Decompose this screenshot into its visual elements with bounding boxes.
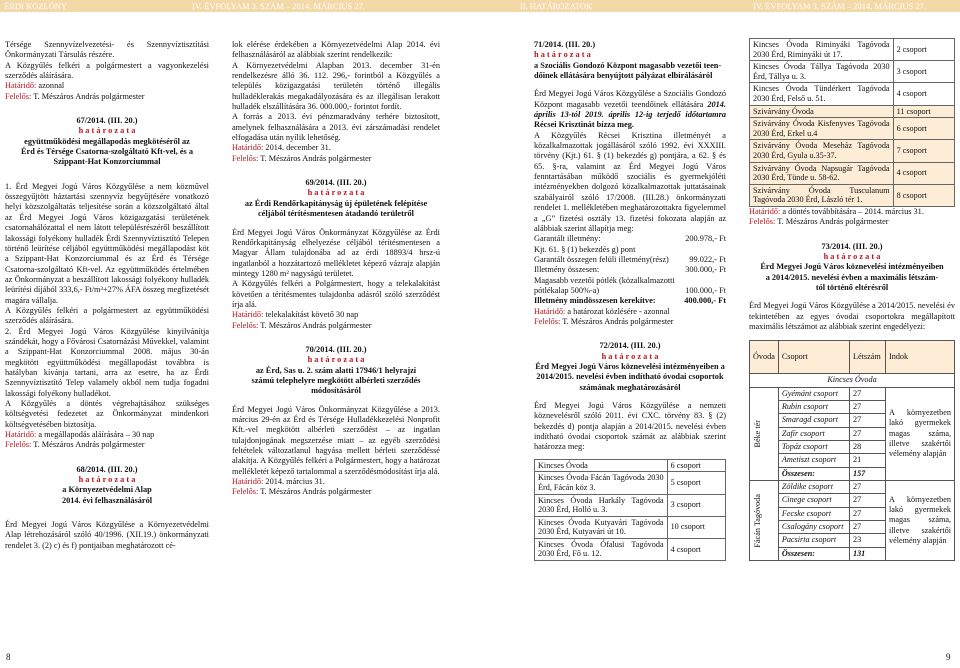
th-csoport: Csoport bbox=[778, 341, 849, 374]
resolution-word: h a t á r o z a t a bbox=[307, 188, 365, 198]
deadline bbox=[232, 310, 440, 320]
value: telekalakítást követő 30 nap bbox=[263, 310, 359, 320]
resolution-number: 67/2014. (III. 20.) bbox=[76, 116, 138, 126]
kindergarten-name: Szivárvány Óvoda Meseház Tagóvoda 2030 Érd, Gyula u.35-37. bbox=[750, 140, 894, 162]
group-count-table bbox=[534, 459, 726, 561]
table-row bbox=[535, 538, 726, 560]
group-size: 27 bbox=[849, 401, 885, 414]
table-row bbox=[750, 184, 955, 206]
group-count: 3 csoport bbox=[893, 61, 954, 83]
group-name: Fecske csoport bbox=[778, 507, 849, 520]
pay-value: 300.000,- Ft bbox=[685, 265, 726, 275]
group-head: Kincses Óvoda bbox=[750, 374, 955, 387]
pay-line bbox=[534, 286, 726, 296]
para: Térsége Szennyvízelvezetési- és Szennyvíztisztítási Önkormányzati Társulás részére. bbox=[5, 40, 209, 60]
group-name: Topáz csoport bbox=[778, 441, 849, 454]
label: Határidő: bbox=[232, 477, 264, 487]
column-3 bbox=[534, 40, 726, 561]
kindergarten-name: Kincses Óvoda Tállya Tagóvoda 2030 Érd, Tállya u. 3. bbox=[750, 61, 894, 83]
para: lok elérése érdekében a Környezetvédelmi Alap 2014. évi felhasználásáról az alábbiak szerint rendelkezik: bbox=[232, 40, 440, 60]
resolution-title: 2014/2015. nevelési évben indítható óvodai csoportok bbox=[536, 372, 724, 382]
table-row bbox=[750, 61, 955, 83]
capacity-table bbox=[749, 340, 955, 561]
label: Határidő: bbox=[232, 143, 264, 153]
table-row bbox=[750, 481, 955, 494]
kindergarten-name: Kincses Óvoda Tündérkert Tagóvoda 2030 Érd, Felső u. 51. bbox=[750, 83, 894, 105]
group-count-table bbox=[749, 38, 955, 207]
group-count: 10 csoport bbox=[667, 516, 725, 538]
journal-title: ÉRDI KÖZLÖNY bbox=[4, 1, 68, 11]
responsible bbox=[232, 487, 440, 497]
table-row bbox=[750, 105, 955, 118]
group-count: 11 csoport bbox=[893, 105, 954, 118]
label: Felelős: bbox=[5, 440, 32, 450]
pay-value: 200.978,- Ft bbox=[685, 234, 726, 244]
group-name: Csalogány csoport bbox=[778, 521, 849, 534]
kindergarten-name: Kincses Óvoda Fácán Tagóvoda 2030 Érd, Fácán köz 3. bbox=[535, 472, 668, 494]
group2-rows bbox=[750, 481, 955, 561]
group-size: 27 bbox=[849, 414, 885, 427]
resolution-title: Szippant-Hat Konzorciummal bbox=[53, 157, 161, 167]
deadline bbox=[749, 207, 955, 217]
value: 2014. március 31. bbox=[263, 477, 325, 487]
para: 1. Érd Megyei Jogú Város Közgyűlése a nem közművel összegyűjtött háztartási szennyvíz begyűjtésére vonatkozó helyi közszolgáltatás teljesítése során a közszolgáltató által az Érd Megyei Jogú Város közigazgatási területének csatornahálózattal el nem látott településrészéről beszállított lakossági folyékony hulladék Érdi Szennyvíztisztító Telepen történő leürítése céljából együttműködési megállapodást köt a Szippant-Hat Konzorciummal és az Érd és Térsége Csatorna-szolgáltató Kft-vel. Az együttműködés értelmében az Önkormányzat a beszállított lakossági folyékony hulladék leürítési díjából 333,6,- Ft/m³+27% ÁFA összeg megfizetését magára vállalja. bbox=[5, 181, 209, 305]
group-count: 4 csoport bbox=[667, 538, 725, 560]
resolution-word: h a t á r o z a t a bbox=[78, 475, 136, 485]
resolution-title: tól történő eltérésről bbox=[815, 282, 889, 292]
value: T. Mészáros András polgármester bbox=[31, 440, 145, 450]
vertical-text: Béke tér bbox=[753, 420, 762, 448]
resolution-title: az Érd, Sas u. 2. szám alatti 17946/1 helyrajzi bbox=[255, 365, 417, 375]
para: A Közgyűlés felkéri a polgármestert a vagyonkezelési szerződés aláírására. bbox=[5, 60, 209, 81]
text: 2014. április 13-tól 2019. április 12-ig terjedő időtartamra bbox=[534, 99, 726, 120]
deadline bbox=[5, 81, 209, 91]
group-name: Smaragd csoport bbox=[778, 414, 849, 427]
group-size: 23 bbox=[849, 534, 885, 547]
group-name: Zöldike csoport bbox=[778, 481, 849, 494]
group-count: 7 csoport bbox=[893, 140, 954, 162]
issue-right: IV. ÉVFOLYAM 3. SZÁM – 2014. MÁRCIUS 27. bbox=[753, 1, 927, 11]
group-name: Ametiszt csoport bbox=[778, 454, 849, 467]
deadline bbox=[232, 143, 440, 153]
resolution-number: 69/2014. (III. 20.) bbox=[305, 178, 367, 188]
text: Récsei Krisztinát bízza meg. bbox=[534, 120, 634, 130]
group-count: 4 csoport bbox=[893, 162, 954, 184]
label: Felelős: bbox=[232, 153, 259, 163]
reason: A környezetben lakó gyermekek magas száma, illetve szakértői vélemény alapján bbox=[886, 387, 955, 480]
label: Felelős: bbox=[534, 316, 561, 326]
group-name: Pacsirta csoport bbox=[778, 534, 849, 547]
vertical-label bbox=[750, 481, 779, 561]
value: azonnal bbox=[36, 81, 65, 91]
group-count: 6 csoport bbox=[893, 118, 954, 140]
label: Határidő: bbox=[534, 306, 566, 316]
th-letszam: Létszám bbox=[849, 341, 885, 374]
column-4 bbox=[749, 38, 955, 561]
resolution-title: együttműködési megállapodás megkötéséről az bbox=[24, 136, 190, 146]
label: Határidő: bbox=[5, 81, 37, 91]
group1-rows bbox=[750, 387, 955, 480]
total-label: Összesen: bbox=[778, 547, 849, 560]
group-size: 27 bbox=[849, 427, 885, 440]
table-row bbox=[535, 494, 726, 516]
table-row bbox=[750, 162, 955, 184]
group-size: 21 bbox=[849, 454, 885, 467]
kindergarten-name: Kincses Óvoda bbox=[535, 459, 668, 472]
para: A Közgyűlés felkéri a polgármestert az együttműködési szerződés aláírására. bbox=[5, 305, 209, 326]
value: T. Mészáros András polgármester bbox=[258, 153, 372, 163]
page-number-right: 9 bbox=[946, 652, 951, 662]
total-value: 157 bbox=[849, 467, 885, 480]
responsible bbox=[5, 92, 209, 102]
resolution-title: módosításáról bbox=[311, 386, 361, 396]
table-row bbox=[535, 516, 726, 538]
pay-value: 99.022,- Ft bbox=[689, 254, 726, 264]
table-row bbox=[535, 472, 726, 494]
group-size: 27 bbox=[849, 507, 885, 520]
label: Határidő: bbox=[232, 310, 264, 320]
resolution-title: dőinek ellátására benyújtott pályázat elbírálásáról bbox=[534, 71, 713, 81]
resolution-number: 73/2014. (III. 20.) bbox=[821, 241, 883, 251]
table-row bbox=[750, 387, 955, 400]
pay-label: Kjt. 61. § (1) bekezdés g) pont bbox=[534, 244, 636, 254]
resolution-title: Érd Megyei Jogú Város köznevelési intézményeiben bbox=[760, 262, 944, 272]
resolution-word: h a t á r o z a t a bbox=[307, 355, 365, 365]
resolution-number: 70/2014. (III. 20.) bbox=[305, 344, 367, 354]
pay-label: pótlékalap 500%-a) bbox=[534, 285, 600, 295]
value: T. Mészáros András polgármester bbox=[560, 316, 674, 326]
value: a határozat közlésére - azonnal bbox=[565, 306, 670, 316]
resolution-word: h a t á r o z a t a bbox=[823, 251, 881, 261]
resolution-title: a Környezetvédelmi Alap bbox=[62, 485, 152, 495]
pay-list bbox=[534, 234, 726, 296]
table-row bbox=[750, 118, 955, 140]
para: Érd Megyei Jogú Város Közgyűlése a nemzeti köznevelésről szóló 2011. évi CXC. törvény 83. § (2) bekezdés d) pontja alapján a 2014/2015. nevelési évben indítható óvodai csoportok számát az alábbiak szerint határozza meg: bbox=[534, 401, 726, 452]
group-count: 3 csoport bbox=[667, 494, 725, 516]
pay-label: Illetmény összesen: bbox=[534, 265, 600, 275]
kindergarten-name: Kincses Óvoda Riminyáki Tagóvoda 2030 Érd, Riminyáki út 17. bbox=[750, 39, 894, 61]
kindergarten-name: Szivárvány Óvoda bbox=[750, 105, 894, 118]
value: T. Mészáros András polgármester bbox=[258, 320, 372, 330]
value: T. Mészáros András polgármester bbox=[775, 217, 889, 227]
table-row bbox=[750, 83, 955, 105]
value: a döntés továbbítására – 2014. március 31. bbox=[780, 206, 924, 216]
pay-value: 100.000,- Ft bbox=[685, 285, 726, 295]
para: A forrás a 2013. évi pénzmaradvány terhére biztosított, amelynek felhasználására a 2013. évi zárszámadási rendelet elfogadása után nyílik lehetőség. bbox=[232, 112, 440, 143]
label: Felelős: bbox=[5, 91, 32, 101]
para: A Közgyűlés felkéri a Polgármestert, hogy a telekalakítást követően a térítésmentes tulajdonba adásról szóló szerződést írja alá. bbox=[232, 279, 440, 309]
kindergarten-name: Szivárvány Óvoda Kisfenyves Tagóvoda 2030 Érd, Erkel u.4 bbox=[750, 118, 894, 140]
para: 2. Érd Megyei Jogú Város Közgyűlése kinyilvánítja szándékát, hogy a Fővárosi Csatornázási Művekkel, valamint a Szippant-Hat Konzorciummal 2008. május 30-án megkötött együttműködési megállapodást továbbra is hatályban kívánja tartani, arra az esetre, ha az Érdi Szennyvíztisztító Telep valamely okból nem tudja fogadni lakossági folyékony hulladékot. bbox=[5, 326, 209, 398]
responsible bbox=[534, 317, 726, 327]
kindergarten-name: Kincses Óvoda Harkály Tagóvoda 2030 Érd, Holló u. 3. bbox=[535, 494, 668, 516]
responsible bbox=[232, 321, 440, 331]
total-label: Összesen: bbox=[778, 467, 849, 480]
para bbox=[534, 89, 726, 130]
resolution-title: számú telephelyre megkötött albérleti szerződés bbox=[251, 375, 421, 385]
resolution-title: az Érdi Rendőrkapitányság új épületének felépítése bbox=[244, 198, 428, 208]
table-row bbox=[750, 140, 955, 162]
kindergarten-name: Szivárvány Óvoda Tusculanum Tagóvoda 2030 Érd, László tér 1. bbox=[750, 184, 894, 206]
para: A Közgyűlés Récsei Krisztina illetményét a közalkalmazottak jogállásáról szóló 1992. évi XXXIII. törvény (Kjt.) 61. § (1) bekezdés g) pontjára, a 62. § és 65. §-ra, valamint az Érd Megyei Jogú Város fenntartásában működő szociális és gyermekjóléti intézményekben dolgozó közalkalmazottak juttatásainak szabályairól szóló 17/2008. (III.28.) önkormányzati rendelet 1. mellékletében meghatározottakra figyelemmel a „G” fizetési osztály 13. fizetési fokozata alapján az alábbiak szerint állapítja meg: bbox=[534, 130, 726, 233]
kindergarten-name: Kincses Óvoda Ófalusi Tagóvoda 2030 Érd, Fő u. 12. bbox=[535, 538, 668, 560]
pay-line bbox=[534, 234, 726, 244]
vertical-label bbox=[750, 387, 779, 480]
value: a megállapodás aláírására – 30 nap bbox=[36, 430, 155, 440]
deadline bbox=[5, 430, 209, 440]
para: A Környezetvédelmi Alapban 2013. december 31-én rendelkezésre álló 36. 112. 296,- forintból a Közgyűlés a település közigazgatási területén történő illegális hulladéklerakás megakadályozására és az illegálisan lerakott hulladék elszállítására 36. 000.000,- forintot fordít. bbox=[232, 60, 440, 112]
pay-line bbox=[534, 276, 726, 286]
group-name: Zafír csoport bbox=[778, 427, 849, 440]
total-value: 131 bbox=[849, 547, 885, 560]
label: Illetmény mindösszesen kerekítve: bbox=[534, 296, 656, 306]
resolution-word: h a t á r o z a t a bbox=[78, 126, 136, 136]
resolution-title: Érd Megyei Jogú Város köznevelési intézményeiben a bbox=[535, 361, 725, 371]
group-count: 4 csoport bbox=[893, 83, 954, 105]
para: Érd Megyei Jogú Város Önkormányzat Közgyűlése a 2013. március 29-én az Érd és Térsége Hulladékkezelési Nonprofit Kft.-vel megkötött albérleti szerződést – az ingatlan tulajdonjogának megszerzése miatt – az egyéb szerződési feltételek változatlanul hagyása mellett bérleti szerződéssé alakítja. A Közgyűlés felkéri a Polgármestert, hogy a határozat mellékletét képező tartalommal a szerződésmódosítást írja alá. bbox=[232, 404, 440, 476]
group-count: 2 csoport bbox=[893, 39, 954, 61]
pay-line bbox=[534, 265, 726, 275]
label: Felelős: bbox=[232, 487, 259, 497]
group-size: 27 bbox=[849, 494, 885, 507]
resolution-title: a 2014/2015. nevelési évben a maximális létszám- bbox=[765, 272, 939, 282]
resolution-title: számának meghatározásáról bbox=[579, 382, 681, 392]
resolution-word: h a t á r o z a t a bbox=[601, 351, 659, 361]
group-count: 8 csoport bbox=[893, 184, 954, 206]
issue-left: IV. ÉVFOLYAM 3. SZÁM – 2014. MÁRCIUS 27. bbox=[192, 1, 366, 11]
para: Érd Megyei Jogú Város Önkormányzat Közgyűlése az Érdi Rendőrkapitányság elhelyezése céljából térítésmentesen a Magyar Állam tulajdonába ad az érdi 18893/4 hrsz-ú ingatlanból a hozzátartozó mellékletet képező vázrajz alapján mintegy 1280 m² nagyságú területet. bbox=[232, 227, 440, 278]
label: Határidő: bbox=[5, 430, 37, 440]
resolution-title: céljából térítésmentesen átadandó területről bbox=[258, 209, 414, 219]
value: 400.000,- Ft bbox=[684, 296, 726, 306]
value: T. Mészáros András polgármester bbox=[258, 487, 372, 497]
resolution-word: h a t á r o z a t a bbox=[534, 50, 591, 60]
para: Érd Megyei Jogú Város Közgyűlése a 2014/2015. nevelési év tekintetében az egyes óvodai csoportokra megállapított maximális létszámot az alábbiak szerint engedélyezi: bbox=[749, 301, 955, 331]
kindergarten-name: Kincses Óvoda Kutyavári Tagóvoda 2030 Érd, Kutyavári út 10. bbox=[535, 516, 668, 538]
group-name: Gyémánt csoport bbox=[778, 387, 849, 400]
group-size: 28 bbox=[849, 441, 885, 454]
reason: A környezetben lakó gyermekek magas száma, illetve szakértői vélemény alapján bbox=[886, 481, 955, 561]
label: Felelős: bbox=[749, 217, 776, 227]
th-ovoda: Óvoda bbox=[750, 341, 779, 374]
pay-total bbox=[534, 296, 726, 306]
pay-line bbox=[534, 255, 726, 265]
label: Határidő: bbox=[749, 206, 781, 216]
resolution-title: 2014. évi felhasználásáról bbox=[61, 495, 153, 505]
para: A Közgyűlés a döntés végrehajtásához szükséges költségvetési fedezetet az Önkormányzat mindenkori költségvetésében biztosítja. bbox=[5, 399, 209, 429]
label: Felelős: bbox=[232, 320, 259, 330]
group-size: 27 bbox=[849, 481, 885, 494]
responsible bbox=[749, 217, 955, 227]
group-name: Rubin csoport bbox=[778, 401, 849, 414]
responsible bbox=[5, 440, 209, 450]
para: Érd Megyei Jogú Város Közgyűlése a Környezetvédelmi Alap létrehozásáról szóló 40/1996. (XII.19.) önkormányzati rendelet 3. (2) c) és f) pontjaiban meghatározott cé- bbox=[5, 520, 209, 550]
pay-label: Garantált illetmény: bbox=[534, 234, 601, 244]
th-indok: Indok bbox=[886, 341, 955, 374]
column-1 bbox=[5, 40, 209, 551]
vertical-text: Fácán Tagóvoda bbox=[753, 493, 762, 548]
resolution-number: 68/2014. (III. 20.) bbox=[76, 464, 138, 474]
value: T. Mészáros András polgármester bbox=[31, 91, 145, 101]
pay-label: Magasabb vezetői pótlék (közalkalmazotti bbox=[534, 275, 675, 285]
column-2 bbox=[232, 40, 440, 498]
pay-line bbox=[534, 245, 726, 255]
group-count: 6 csoport bbox=[667, 459, 725, 472]
value: 2014. december 31. bbox=[263, 143, 331, 153]
group-size: 27 bbox=[849, 387, 885, 400]
deadline bbox=[534, 307, 726, 317]
kindergarten-name: Szivárvány Óvoda Napsugár Tagóvoda 2030 Érd, Tünde u. 58-62. bbox=[750, 162, 894, 184]
resolution-title: Érd és Térsége Csatorna-szolgáltató Kft-vel, és a bbox=[21, 147, 193, 157]
resolution-number: 71/2014. (III. 20.) bbox=[534, 40, 596, 49]
page-number-left: 8 bbox=[6, 652, 11, 662]
section-title: II. HATÁROZATOK bbox=[520, 1, 593, 11]
group-count: 5 csoport bbox=[667, 472, 725, 494]
pay-label: Garantált összegen felüli illetmény(rész) bbox=[534, 254, 669, 264]
resolution-number: 72/2014. (III. 20.) bbox=[599, 341, 661, 351]
responsible bbox=[232, 154, 440, 164]
deadline bbox=[232, 477, 440, 487]
text: Érd Megyei Jogú Város Közgyűlése a Szociális Gondozó Központ magasabb vezetői teendőinek ellátására bbox=[534, 89, 726, 109]
table-row bbox=[535, 459, 726, 472]
group-size: 27 bbox=[849, 521, 885, 534]
resolution-title: a Szociális Gondozó Központ magasabb vezetői teen- bbox=[534, 60, 722, 70]
table-row bbox=[750, 39, 955, 61]
group-name: Cinege csoport bbox=[778, 494, 849, 507]
